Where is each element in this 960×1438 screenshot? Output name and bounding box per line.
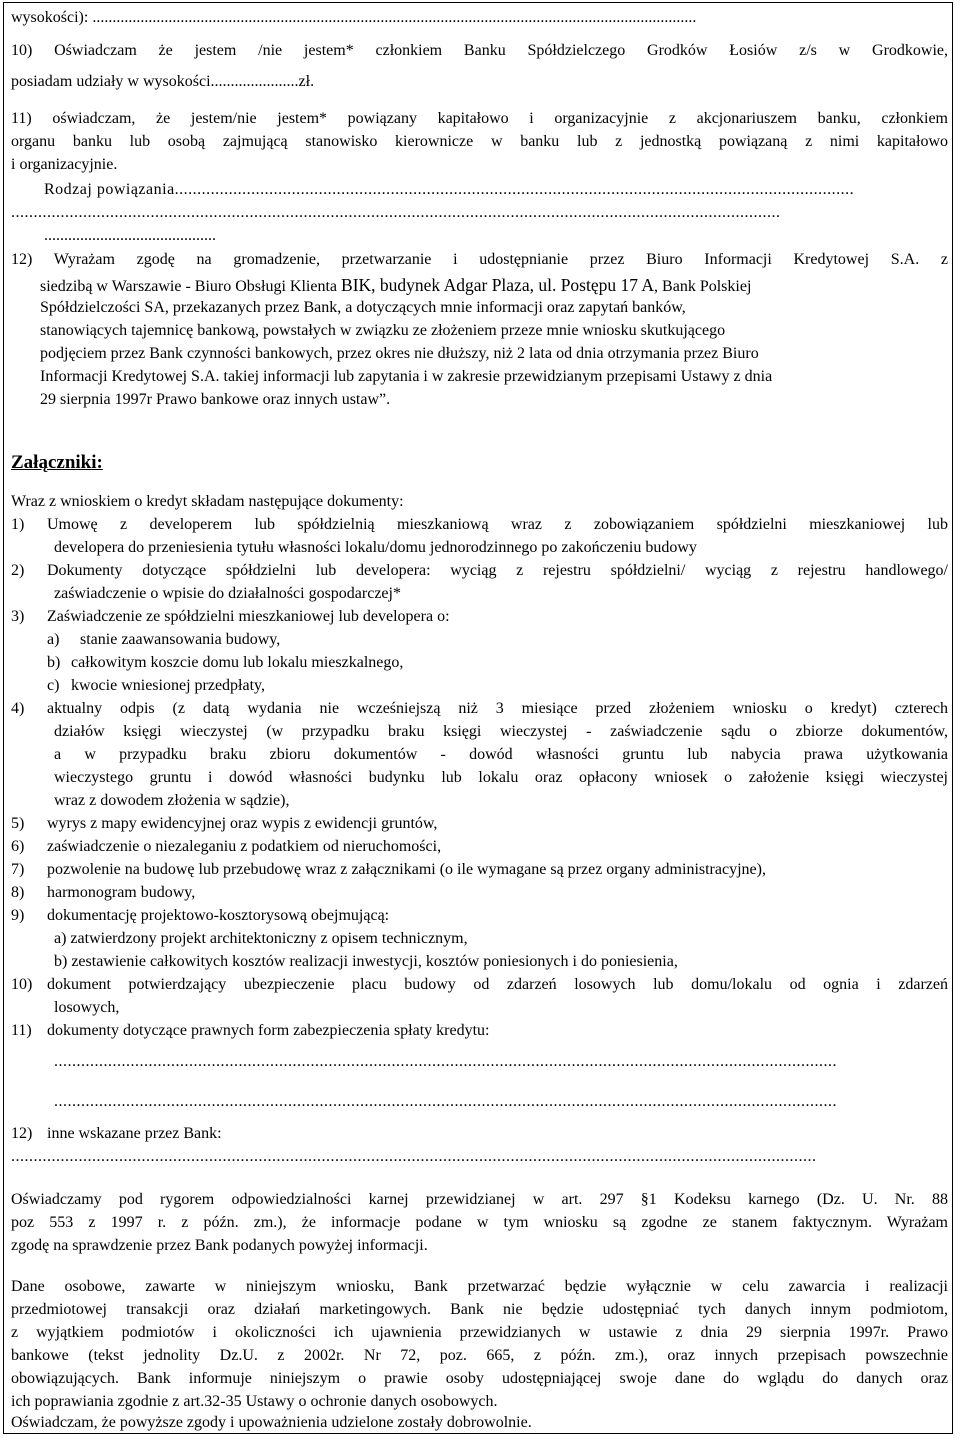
attachment-item-5-num: 5)	[11, 815, 25, 832]
clause-12-line-7: 29 sierpnia 1997r Prawo bankowe oraz innych ustaw”.	[40, 391, 391, 408]
attachment-item-4-line-3: a w przypadku braku zbioru dokumentów - dowód własności gruntu lub nabycia prawa użytkowania	[54, 746, 948, 763]
declaration-line-1: Oświadczamy pod rygorem odpowiedzialności karnej przewidzianej w art. 297 §1 Kodeksu karnego (Dz. U. Nr. 88	[11, 1191, 948, 1208]
attachment-item-1-line-1: Umowę z developerem lub spółdzielnią mieszkaniową wraz z zobowiązaniem spółdzielni mieszkaniowej lub	[47, 516, 948, 533]
attachment-item-3b: całkowitym koszcie domu lub lokalu mieszkalnego,	[71, 654, 404, 671]
attachment-item-1-num: 1)	[11, 516, 25, 533]
relation-type-field[interactable]: Rodzaj powiązania.......................................................................................................................................................	[44, 181, 855, 198]
attachment-item-3c-num: c)	[47, 677, 60, 694]
attachment-item-4-line-5: wraz z dowodem złożenia w sądzie),	[54, 792, 290, 809]
data-protection-line-1: Dane osobowe, zawarte w niniejszym wniosku, Bank przetwarzać będzie wyłącznie w celu zawarcia i realizacji	[11, 1278, 948, 1295]
attachment-item-3-line-1: Zaświadczenie ze spółdzielni mieszkaniowej lub developera o:	[47, 608, 450, 625]
attachment-item-7: pozwolenie na budowę lub przebudowę wraz z załącznikami (o ile wymagane są przez organy administracyjne),	[47, 861, 766, 878]
attachment-item-1-line-2: developera do przeniesienia tytułu własności lokalu/domu jednorodzinnego po zakończeniu budowy	[54, 539, 697, 556]
attachment-item-3a: stanie zaawansowania budowy,	[80, 631, 281, 648]
attachment-item-6: zaświadczenie o niezaleganiu z podatkiem od nieruchomości,	[47, 838, 442, 855]
attachment-item-10-line-2: losowych,	[54, 999, 120, 1016]
attachment-item-10-line-1: dokument potwierdzający ubezpieczenie placu budowy od zdarzeń losowych lub domu/lokalu od ognia i zdarzeń	[47, 976, 948, 993]
attachment-item-2-line-2: zaświadczenie o wpisie do działalności gospodarczej*	[54, 585, 401, 602]
collateral-field-2[interactable]: ..............................................................................................................................................................................	[54, 1093, 837, 1110]
clause-12-line-1: 12) Wyrażam zgodę na gromadzenie, przetwarzanie i udostępnianie przez Biuro Informacji Kredytowej S.A. z	[11, 251, 948, 268]
collateral-field-1[interactable]: ..............................................................................................................................................................................	[54, 1053, 837, 1070]
data-protection-line-2: przedmiotowej transakcji oraz działań marketingowych. Bank nie będzie udostępniać tych danych innym podmiotom,	[11, 1301, 948, 1318]
clause-12-line-5: podjęciem przez Bank czynności bankowych, przez okres nie dłuższy, niż 2 lata od dnia otrzymania przez Biuro	[40, 345, 759, 362]
relation-dots-1[interactable]: ...........................................................................................................................................................................	[11, 204, 781, 221]
clause-10-line-1: 10) Oświadczam że jestem /nie jestem* członkiem Banku Spółdzielczego Grodków Łosiów z/s w Grodkowie,	[11, 42, 948, 59]
attachment-item-4-line-4: wieczystego gruntu i dowód własności budynku lub lokalu oraz opłacony wniosek o założenie księgi wieczystej	[54, 769, 948, 786]
attachment-item-9b: b) zestawienie całkowitych kosztów realizacji inwestycji, kosztów poniesionych i do poniesienia,	[54, 953, 678, 970]
attachment-item-8: harmonogram budowy,	[47, 884, 196, 901]
attachment-item-3b-num: b)	[47, 654, 61, 671]
data-protection-line-5: obowiązujących. Bank informuje niniejszym o prawie osoby udostępniającej swoje dane do wglądu do danych oraz	[11, 1370, 948, 1387]
declaration-line-3: zgodę na sprawdzenie przez Bank podanych powyżej informacji.	[11, 1237, 428, 1254]
clause-12-line-2: siedzibą w Warszawie - Biuro Obsługi Klienta BIK, budynek Adgar Plaza, ul. Postępu 17 A, Bank Polskiej	[40, 275, 752, 295]
clause-12-line-4: stanowiących tajemnicę bankową, powstałych w związku ze złożeniem przeze mnie wniosku skutkującego	[40, 322, 726, 339]
attachment-item-2-line-1: Dokumenty dotyczące spółdzielni lub developera: wyciąg z rejestru spółdzielni/ wyciąg z rejestru handlowego/	[47, 562, 948, 579]
attachment-item-12-num: 12)	[11, 1125, 33, 1142]
attachment-item-3a-num: a)	[47, 631, 60, 648]
clause-12-line-3: Spółdzielczości SA, przekazanych przez Bank, a dotyczących mnie informacji oraz zapytań banków,	[40, 299, 686, 316]
voluntary-consent-line: Oświadczam, że powyższe zgody i upoważnienia udzielone zostały dobrowolnie.	[11, 1414, 532, 1431]
data-protection-line-6: ich poprawiania zgodnie z art.32-35 Ustawy o ochronie danych osobowych.	[11, 1393, 498, 1410]
other-documents-field[interactable]: ...................................................................................................................................................................................	[11, 1148, 817, 1165]
data-protection-line-3: z wyjątkiem podmiotów i okoliczności ich ujawnienia przewidzianych w ustawie z dnia 29 sierpnia 1997r. Prawo	[11, 1324, 948, 1341]
data-protection-line-4: bankowe (tekst jednolity Dz.U. z 2002r. Nr 72, poz. 665, z późn. zm.), oraz innych przepisach powszechnie	[11, 1347, 948, 1364]
declaration-line-2: poz 553 z 1997 r. z późn. zm.), że informacje podane w tym wniosku są zgodne ze stanem faktycznym. Wyrażam	[11, 1214, 948, 1231]
clause-11-line-1: 11) oświadczam, że jestem/nie jestem* powiązany kapitałowo i organizacyjnie z akcjonariuszem banku, członkiem	[11, 110, 948, 127]
clause-12-line-6: Informacji Kredytowej S.A. takiej informacji lub zapytania i w zakresie przewidzianym przepisami Ustawy z dnia	[40, 368, 773, 385]
attachment-item-4-num: 4)	[11, 700, 25, 717]
attachments-heading: Załączniki:	[11, 452, 103, 473]
attachments-intro: Wraz z wnioskiem o kredyt składam następujące dokumenty:	[11, 493, 404, 510]
attachment-item-2-num: 2)	[11, 562, 25, 579]
attachment-item-3-num: 3)	[11, 608, 25, 625]
clause-11-line-3: i organizacyjnie.	[11, 156, 118, 173]
attachment-item-8-num: 8)	[11, 884, 25, 901]
attachment-item-9a: a) zatwierdzony projekt architektoniczny z opisem technicznym,	[54, 930, 468, 947]
attachment-item-12: inne wskazane przez Bank:	[47, 1125, 222, 1142]
attachment-item-7-num: 7)	[11, 861, 25, 878]
attachment-item-11-num: 11)	[11, 1022, 32, 1039]
attachment-item-9: dokumentację projektowo-kosztorysową obejmującą:	[47, 907, 390, 924]
attachment-item-9-num: 9)	[11, 907, 25, 924]
attachment-item-4-line-1: aktualny odpis (z datą wydania nie wcześniejszą niż 3 miesiące przed złożeniem wniosku o kredyt) czterech	[47, 700, 948, 717]
clause-10-line-2: posiadam udziały w wysokości......................zł.	[11, 73, 315, 90]
relation-dots-2[interactable]: ...........................................	[44, 227, 216, 244]
clause-11-line-2: organu banku lub osobą zajmującą stanowisko kierownicze w banku lub z jednostką powiązaną z nimi kapitałowo	[11, 133, 948, 150]
attachment-item-11: dokumenty dotyczące prawnych form zabezpieczenia spłaty kredytu:	[47, 1022, 490, 1039]
attachment-item-5: wyrys z mapy ewidencyjnej oraz wypis z ewidencji gruntów,	[47, 815, 438, 832]
attachment-item-6-num: 6)	[11, 838, 25, 855]
amount-line: wysokości): .......................................................................................................................................................	[11, 9, 697, 26]
attachment-item-4-line-2: działów księgi wieczystej (w przypadku braku księgi wieczystej - zaświadczenie sądu o zbiorze dokumentów,	[54, 723, 948, 740]
attachment-item-10-num: 10)	[11, 976, 33, 993]
attachment-item-3c: kwocie wniesionej przedpłaty,	[71, 677, 266, 694]
